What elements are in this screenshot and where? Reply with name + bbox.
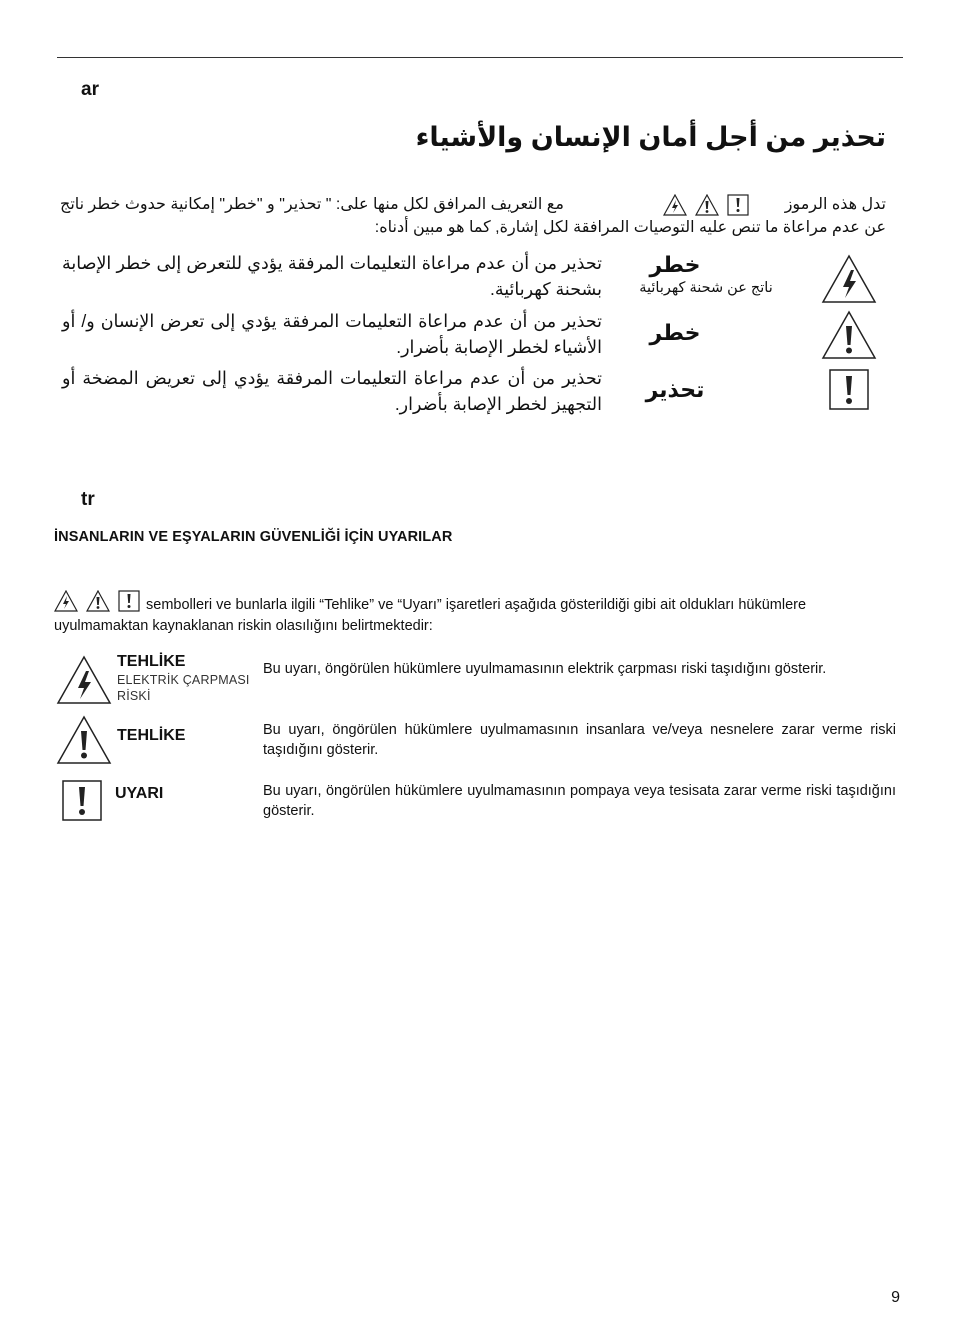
lightning-triangle-icon: [663, 194, 687, 216]
exclamation-square-icon: [118, 590, 140, 612]
tr-warning-row: [0, 778, 954, 824]
lang-code-tr: tr: [81, 489, 95, 510]
ar-intro-text-left: مع التعريف المرافق لكل منها على: " تحذير" و "خطر" إمكانية حدوث خطر ناتج: [60, 196, 564, 213]
exclamation-triangle-icon: [821, 310, 877, 360]
ar-warning-text: تحذير من أن عدم مراعاة التعليمات المرفقة يؤدي للتعرض إلى خطر الإصابة بشحنة كهربائية.: [62, 253, 602, 299]
ar-intro-text-right: تدل هذه الرموز: [784, 196, 886, 213]
lang-code-ar: ar: [81, 79, 99, 100]
tr-warning-row: [0, 652, 954, 712]
page-number: 9: [891, 1289, 900, 1306]
tr-inline-symbols: [54, 590, 140, 612]
ar-warning-text: تحذير من أن عدم مراعاة التعليمات المرفقة يؤدي إلى تعرض الإنسان و/ أو الأشياء لخطر الإصابة بأضرار.: [62, 311, 602, 357]
ar-warning-label: تحذير: [645, 377, 705, 402]
exclamation-square-icon: [829, 369, 869, 410]
tr-warning-label: TEHLİKE: [117, 653, 186, 670]
lightning-triangle-icon: [821, 254, 877, 304]
exclamation-triangle-icon: [695, 194, 719, 216]
lightning-triangle-icon: [54, 590, 78, 612]
tr-intro-text: sembolleri ve bunlarla ilgili “Tehlike” ve “Uyarı” işaretleri aşağıda gösterildiği gibi ait oldukları hükümlere uyulmamaktan kaynaklanan riskin olasılığını belirtmektedir:: [54, 597, 807, 634]
tr-warning-text: Bu uyarı, öngörülen hükümlere uyulmamasının elektrik çarpması riski taşıdığını gösterir.: [263, 661, 827, 677]
lightning-triangle-icon: [56, 655, 112, 705]
ar-section-title: تحذير من أجل أمان الإنسان والأشياء: [415, 122, 886, 152]
top-rule: [57, 57, 903, 58]
tr-warning-sublabel: ELEKTRİK ÇARPMASI: [117, 673, 250, 687]
ar-warning-sublabel: ناتج عن شحنة كهربائية: [639, 280, 773, 296]
exclamation-triangle-icon: [56, 715, 112, 765]
tr-warning-text: Bu uyarı, öngörülen hükümlere uyulmamasının insanlara ve/veya nesnelere zarar verme riski taşıdığını gösterir.: [263, 722, 896, 758]
tr-section-title: İNSANLARIN VE EŞYALARIN GÜVENLİĞİ İÇİN UYARILAR: [54, 529, 453, 545]
ar-intro: [60, 193, 886, 239]
tr-warning-label: TEHLİKE: [117, 727, 186, 744]
tr-warning-text: Bu uyarı, öngörülen hükümlere uyulmamasının pompaya veya tesisata zarar verme riski taşıdığını gösterir.: [263, 783, 896, 819]
tr-intro: [54, 590, 897, 637]
tr-warning-sublabel: RİSKİ: [117, 689, 151, 703]
ar-warning-label: خطر: [649, 320, 701, 345]
exclamation-triangle-icon: [86, 590, 110, 612]
tr-warning-label: UYARI: [115, 785, 164, 802]
ar-intro-line2: عن عدم مراعاة ما تنص عليه التوصيات المرافقة لكل إشارة, كما هو مبين أدناه:: [374, 219, 886, 236]
tr-warning-row: [0, 714, 954, 770]
exclamation-square-icon: [727, 194, 749, 216]
ar-warning-text: تحذير من أن عدم مراعاة التعليمات المرفقة يؤدي إلى تعريض المضخة أو التجهيز لخطر الإصابة بأضرار.: [62, 368, 602, 414]
ar-inline-symbols: [663, 194, 749, 216]
exclamation-square-icon: [62, 780, 102, 821]
ar-warning-label: خطر: [649, 252, 701, 277]
